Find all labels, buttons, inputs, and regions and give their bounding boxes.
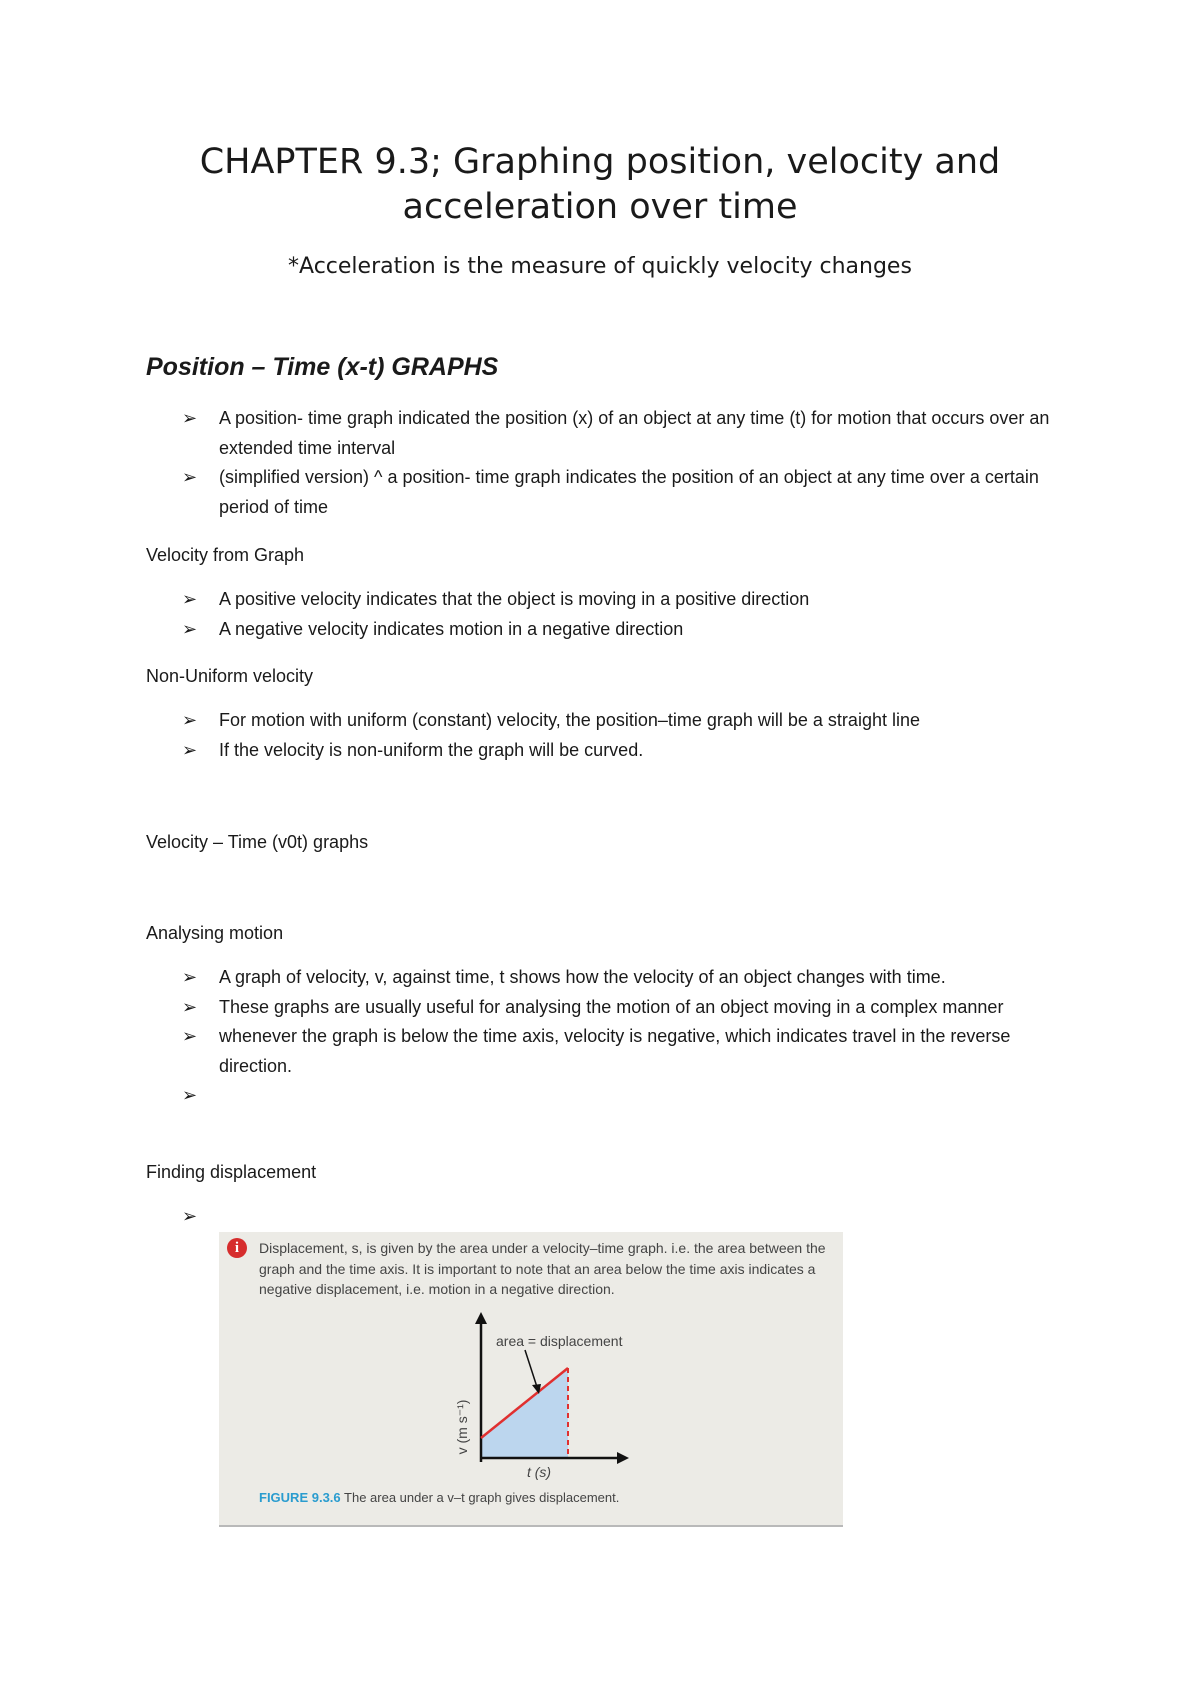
finding-displacement-heading: Finding displacement xyxy=(146,1162,317,1182)
area-annotation: area = displacement xyxy=(496,1333,623,1349)
y-axis-label: v (m s⁻¹) xyxy=(454,1399,470,1455)
figure-caption xyxy=(259,1490,619,1505)
bullet-text: A negative velocity indicates motion in a negative direction xyxy=(219,618,684,639)
bullet-text: A position- time graph indicated the position (x) of an object at any time (t) for motion that occurs over an extended time interval xyxy=(219,408,1050,458)
y-axis-arrowhead-icon xyxy=(475,1312,487,1324)
list-item xyxy=(146,615,1066,645)
figure-number: FIGURE 9.3.6 xyxy=(259,1490,341,1505)
position-bullet-list xyxy=(146,404,1066,522)
arrow-bullet-icon: ➢ xyxy=(182,1085,198,1105)
list-item xyxy=(146,463,1066,522)
list-item xyxy=(146,1022,1066,1081)
arrow-bullet-icon: ➢ xyxy=(182,739,198,760)
arrow-bullet-icon: ➢ xyxy=(182,618,198,639)
bullet-text: If the velocity is non-uniform the graph will be curved. xyxy=(219,739,644,760)
list-item xyxy=(146,404,1066,463)
displacement-bullet-list xyxy=(146,1202,1066,1232)
bullet-text: A graph of velocity, v, against time, t shows how the velocity of an object changes with time. xyxy=(219,967,946,987)
bullet-text: (simplified version) ^ a position- time graph indicates the position of an object at any time over a certain period of time xyxy=(219,467,1039,517)
position-heading: Position – Time (x-t) GRAPHS xyxy=(146,353,499,381)
analysing-motion-heading: Analysing motion xyxy=(146,923,284,943)
arrow-bullet-icon: ➢ xyxy=(182,996,198,1017)
title-line-2: acceleration over time xyxy=(402,187,798,227)
velocity-bullet-list xyxy=(146,585,1066,644)
arrow-bullet-icon: ➢ xyxy=(182,710,198,730)
bullet-text: A positive velocity indicates that the object is moving in a positive direction xyxy=(219,589,810,609)
velocity-from-graph-heading: Velocity from Graph xyxy=(146,545,305,565)
list-item xyxy=(146,963,1066,993)
annotation-pointer xyxy=(525,1350,537,1387)
list-item xyxy=(146,706,1066,736)
list-item xyxy=(146,1081,1066,1111)
title-line-1: CHAPTER 9.3; Graphing position, velocity and xyxy=(199,142,1001,182)
displacement-area xyxy=(481,1368,568,1458)
list-item xyxy=(146,1202,1066,1232)
arrow-bullet-icon: ➢ xyxy=(182,408,198,428)
figure-text: Displacement, s, is given by the area under a velocity–time graph. i.e. the area between the graph and the time axis. It is important to note that an area below the time axis indicates a negative displacement, i.e. motion in a negative direction. xyxy=(259,1240,826,1297)
displacement-figure xyxy=(219,1232,843,1527)
arrow-bullet-icon: ➢ xyxy=(182,589,198,609)
arrow-bullet-icon: ➢ xyxy=(182,967,198,987)
analysing-bullet-list xyxy=(146,963,1066,1111)
list-item xyxy=(146,993,1066,1023)
bullet-text: For motion with uniform (constant) velocity, the position–time graph will be a straight line xyxy=(219,710,920,730)
list-item xyxy=(146,736,1066,766)
x-axis-arrowhead-icon xyxy=(617,1452,629,1464)
bullet-text: These graphs are usually useful for analysing the motion of an object moving in a complex manner xyxy=(219,996,1004,1017)
bullet-text: whenever the graph is below the time axis, velocity is negative, which indicates travel in the reverse direction. xyxy=(219,1026,1011,1076)
arrow-bullet-icon: ➢ xyxy=(182,1206,198,1226)
arrow-bullet-icon: ➢ xyxy=(182,1026,198,1046)
vt-graph xyxy=(219,1232,843,1525)
arrow-bullet-icon: ➢ xyxy=(182,467,198,487)
nonuniform-heading: Non-Uniform velocity xyxy=(146,666,314,686)
x-axis-label: t (s) xyxy=(526,1464,552,1480)
list-item xyxy=(146,585,1066,615)
figure-caption-text: The area under a v–t graph gives displacement. xyxy=(340,1490,620,1505)
nonuniform-bullet-list xyxy=(146,706,1066,765)
chapter-title xyxy=(0,140,1200,230)
subtitle: *Acceleration is the measure of quickly velocity changes xyxy=(288,254,912,279)
vt-graphs-heading: Velocity – Time (v0t) graphs xyxy=(146,832,369,852)
info-icon: i xyxy=(227,1238,247,1258)
